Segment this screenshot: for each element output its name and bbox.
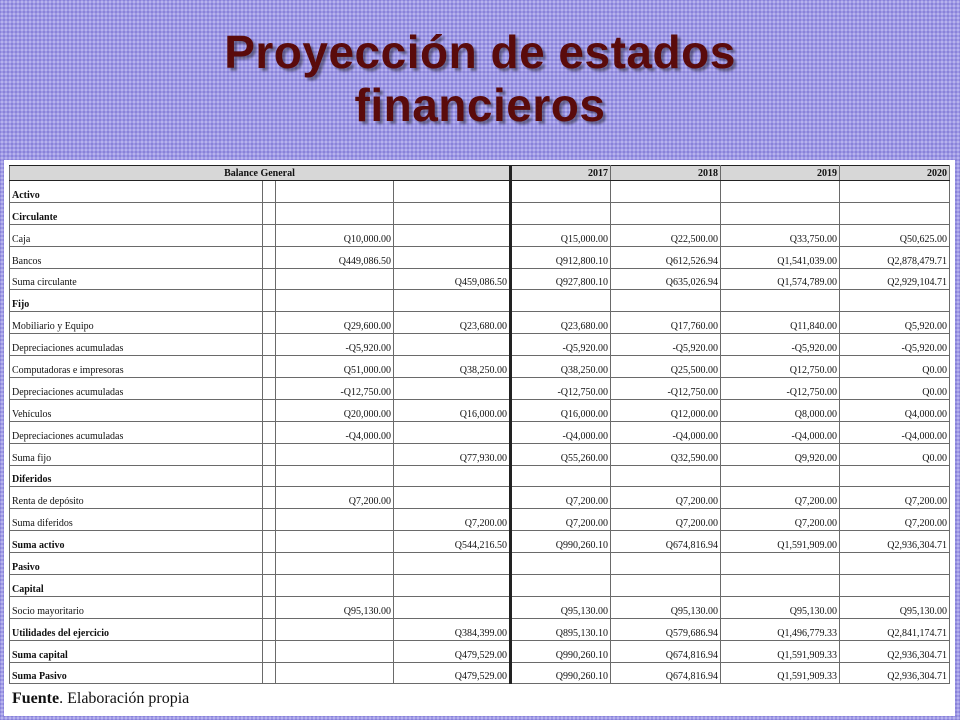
initial-total-cell: Q479,529.00 [394,662,511,684]
value-2020-cell: Q0.00 [840,356,950,378]
table-row [10,640,950,662]
table-row [10,509,950,531]
value-2018-cell [611,465,721,487]
value-2017-cell [511,465,611,487]
initial-total-cell [394,487,511,509]
row-label: Caja [10,224,263,246]
value-2020-cell: Q50,625.00 [840,224,950,246]
value-2017-cell: Q55,260.00 [511,443,611,465]
table-row [10,662,950,684]
spacer-cell [263,640,276,662]
value-2019-cell [721,290,840,312]
initial-total-cell: Q16,000.00 [394,399,511,421]
slide-title-line1: Proyección de estados [224,26,736,78]
row-label: Mobiliario y Equipo [10,312,263,334]
value-2018-cell: -Q4,000.00 [611,421,721,443]
row-label: Bancos [10,246,263,268]
value-2017-cell: Q7,200.00 [511,487,611,509]
initial-value-cell: Q7,200.00 [276,487,394,509]
value-2017-cell: -Q12,750.00 [511,378,611,400]
table-row [10,443,950,465]
value-2018-cell: Q17,760.00 [611,312,721,334]
initial-total-cell [394,224,511,246]
table-row [10,202,950,224]
initial-total-cell: Q23,680.00 [394,312,511,334]
value-2018-cell [611,553,721,575]
value-2019-cell: Q11,840.00 [721,312,840,334]
initial-value-cell: -Q12,750.00 [276,378,394,400]
value-2019-cell [721,575,840,597]
source-label: Fuente [12,690,60,707]
value-2017-cell: Q95,130.00 [511,596,611,618]
row-label: Suma capital [10,640,263,662]
source-note [12,690,189,708]
header-year-2019: 2019 [721,166,840,181]
value-2018-cell: Q7,200.00 [611,509,721,531]
row-label: Pasivo [10,553,263,575]
row-label: Suma Pasivo [10,662,263,684]
value-2020-cell: -Q4,000.00 [840,421,950,443]
spacer-cell [263,487,276,509]
spacer-cell [263,202,276,224]
initial-value-cell [276,181,394,203]
row-label: Fijo [10,290,263,312]
initial-value-cell [276,618,394,640]
value-2019-cell: -Q4,000.00 [721,421,840,443]
initial-total-cell [394,421,511,443]
spacer-cell [263,662,276,684]
value-2017-cell: Q912,800.10 [511,246,611,268]
value-2017-cell: Q990,260.10 [511,531,611,553]
spacer-cell [263,312,276,334]
value-2020-cell [840,290,950,312]
table-body [10,166,950,684]
table-row [10,465,950,487]
value-2017-cell: Q7,200.00 [511,509,611,531]
row-label: Utilidades del ejercicio [10,618,263,640]
slide-title [0,26,960,132]
initial-total-cell: Q459,086.50 [394,268,511,290]
initial-value-cell: Q449,086.50 [276,246,394,268]
initial-total-cell [394,378,511,400]
initial-value-cell [276,465,394,487]
value-2018-cell: Q674,816.94 [611,662,721,684]
value-2020-cell [840,553,950,575]
spacer-cell [263,181,276,203]
initial-value-cell [276,640,394,662]
initial-total-cell: Q479,529.00 [394,640,511,662]
table-row [10,421,950,443]
value-2018-cell [611,202,721,224]
table-row [10,618,950,640]
table-row [10,399,950,421]
value-2019-cell: Q7,200.00 [721,487,840,509]
initial-value-cell: Q10,000.00 [276,224,394,246]
value-2017-cell: Q16,000.00 [511,399,611,421]
slide-title-line2: financieros [354,79,606,131]
value-2019-cell: Q1,574,789.00 [721,268,840,290]
value-2019-cell: Q95,130.00 [721,596,840,618]
initial-value-cell [276,531,394,553]
value-2020-cell: Q2,841,174.71 [840,618,950,640]
value-2020-cell: Q4,000.00 [840,399,950,421]
value-2018-cell: -Q5,920.00 [611,334,721,356]
table-row [10,224,950,246]
value-2020-cell: Q2,936,304.71 [840,640,950,662]
value-2018-cell [611,181,721,203]
value-2017-cell: Q990,260.10 [511,640,611,662]
value-2020-cell: Q95,130.00 [840,596,950,618]
value-2017-cell: -Q4,000.00 [511,421,611,443]
value-2017-cell: Q23,680.00 [511,312,611,334]
balance-general-table [9,165,950,684]
value-2017-cell: Q38,250.00 [511,356,611,378]
value-2018-cell: Q7,200.00 [611,487,721,509]
spacer-cell [263,268,276,290]
table-header-row [10,166,950,181]
value-2019-cell: Q8,000.00 [721,399,840,421]
header-balance-general: Balance General [10,166,511,181]
value-2017-cell: Q990,260.10 [511,662,611,684]
initial-value-cell [276,443,394,465]
value-2018-cell: Q612,526.94 [611,246,721,268]
initial-total-cell: Q38,250.00 [394,356,511,378]
value-2019-cell: Q7,200.00 [721,509,840,531]
header-year-2020: 2020 [840,166,950,181]
row-label: Vehículos [10,399,263,421]
spacer-cell [263,399,276,421]
value-2019-cell: Q1,591,909.33 [721,662,840,684]
value-2019-cell: -Q12,750.00 [721,378,840,400]
spacer-cell [263,290,276,312]
spacer-cell [263,443,276,465]
value-2017-cell [511,290,611,312]
value-2017-cell: -Q5,920.00 [511,334,611,356]
initial-value-cell [276,509,394,531]
value-2019-cell: Q12,750.00 [721,356,840,378]
row-label: Suma diferidos [10,509,263,531]
initial-total-cell: Q7,200.00 [394,509,511,531]
spacer-cell [263,421,276,443]
table-row [10,553,950,575]
value-2018-cell: Q25,500.00 [611,356,721,378]
value-2020-cell [840,202,950,224]
spacer-cell [263,575,276,597]
value-2019-cell: Q1,591,909.33 [721,640,840,662]
initial-value-cell [276,268,394,290]
value-2018-cell: Q95,130.00 [611,596,721,618]
value-2019-cell: Q1,541,039.00 [721,246,840,268]
initial-total-cell [394,553,511,575]
row-label: Computadoras e impresoras [10,356,263,378]
value-2020-cell: Q5,920.00 [840,312,950,334]
spacer-cell [263,553,276,575]
table-row [10,312,950,334]
table-row [10,531,950,553]
value-2020-cell: Q7,200.00 [840,487,950,509]
value-2017-cell: Q15,000.00 [511,224,611,246]
value-2019-cell: Q9,920.00 [721,443,840,465]
table-row [10,181,950,203]
value-2019-cell: Q1,591,909.00 [721,531,840,553]
spacer-cell [263,509,276,531]
initial-value-cell [276,662,394,684]
value-2017-cell: Q927,800.10 [511,268,611,290]
initial-value-cell [276,202,394,224]
spacer-cell [263,531,276,553]
row-label: Suma circulante [10,268,263,290]
header-year-2018: 2018 [611,166,721,181]
initial-value-cell: Q51,000.00 [276,356,394,378]
spacer-cell [263,618,276,640]
table-row [10,290,950,312]
table-row [10,487,950,509]
table-row [10,268,950,290]
value-2020-cell [840,575,950,597]
spacer-cell [263,596,276,618]
value-2019-cell: -Q5,920.00 [721,334,840,356]
initial-value-cell [276,575,394,597]
value-2020-cell [840,181,950,203]
initial-value-cell: Q20,000.00 [276,399,394,421]
row-label: Renta de depósito [10,487,263,509]
spacer-cell [263,246,276,268]
initial-total-cell [394,290,511,312]
initial-total-cell [394,334,511,356]
value-2018-cell: Q32,590.00 [611,443,721,465]
value-2017-cell [511,553,611,575]
initial-value-cell: -Q4,000.00 [276,421,394,443]
value-2019-cell: Q33,750.00 [721,224,840,246]
table-row [10,334,950,356]
spacer-cell [263,356,276,378]
value-2018-cell: Q579,686.94 [611,618,721,640]
value-2017-cell: Q895,130.10 [511,618,611,640]
spacer-cell [263,465,276,487]
header-year-2017: 2017 [511,166,611,181]
value-2017-cell [511,181,611,203]
value-2017-cell [511,575,611,597]
value-2018-cell: Q22,500.00 [611,224,721,246]
value-2018-cell [611,575,721,597]
table-row [10,246,950,268]
initial-total-cell [394,202,511,224]
spacer-cell [263,224,276,246]
initial-total-cell: Q384,399.00 [394,618,511,640]
initial-total-cell [394,465,511,487]
initial-total-cell [394,575,511,597]
table-row [10,596,950,618]
value-2020-cell: Q0.00 [840,378,950,400]
row-label: Circulante [10,202,263,224]
value-2020-cell [840,465,950,487]
value-2018-cell: Q12,000.00 [611,399,721,421]
initial-value-cell: Q29,600.00 [276,312,394,334]
value-2018-cell: Q635,026.94 [611,268,721,290]
value-2020-cell: Q2,936,304.71 [840,662,950,684]
initial-total-cell [394,596,511,618]
value-2020-cell: Q7,200.00 [840,509,950,531]
initial-total-cell: Q77,930.00 [394,443,511,465]
value-2019-cell [721,465,840,487]
row-label: Suma activo [10,531,263,553]
value-2019-cell [721,553,840,575]
value-2018-cell: Q674,816.94 [611,640,721,662]
value-2020-cell: Q2,878,479.71 [840,246,950,268]
initial-value-cell [276,553,394,575]
value-2019-cell [721,202,840,224]
row-label: Capital [10,575,263,597]
table-row [10,575,950,597]
value-2018-cell: -Q12,750.00 [611,378,721,400]
initial-value-cell: -Q5,920.00 [276,334,394,356]
value-2020-cell: Q2,936,304.71 [840,531,950,553]
row-label: Depreciaciones acumuladas [10,421,263,443]
table-row [10,378,950,400]
spacer-cell [263,378,276,400]
row-label: Diferidos [10,465,263,487]
initial-value-cell [276,290,394,312]
value-2020-cell: -Q5,920.00 [840,334,950,356]
value-2020-cell: Q2,929,104.71 [840,268,950,290]
value-2017-cell [511,202,611,224]
value-2019-cell: Q1,496,779.33 [721,618,840,640]
row-label: Depreciaciones acumuladas [10,378,263,400]
value-2018-cell: Q674,816.94 [611,531,721,553]
initial-value-cell: Q95,130.00 [276,596,394,618]
initial-total-cell: Q544,216.50 [394,531,511,553]
row-label: Depreciaciones acumuladas [10,334,263,356]
initial-total-cell [394,246,511,268]
row-label: Activo [10,181,263,203]
value-2019-cell [721,181,840,203]
spacer-cell [263,334,276,356]
value-2018-cell [611,290,721,312]
source-text: . Elaboración propia [59,690,190,707]
table-row [10,356,950,378]
initial-total-cell [394,181,511,203]
row-label: Socio mayoritario [10,596,263,618]
balance-sheet-image [4,160,955,716]
row-label: Suma fijo [10,443,263,465]
value-2020-cell: Q0.00 [840,443,950,465]
